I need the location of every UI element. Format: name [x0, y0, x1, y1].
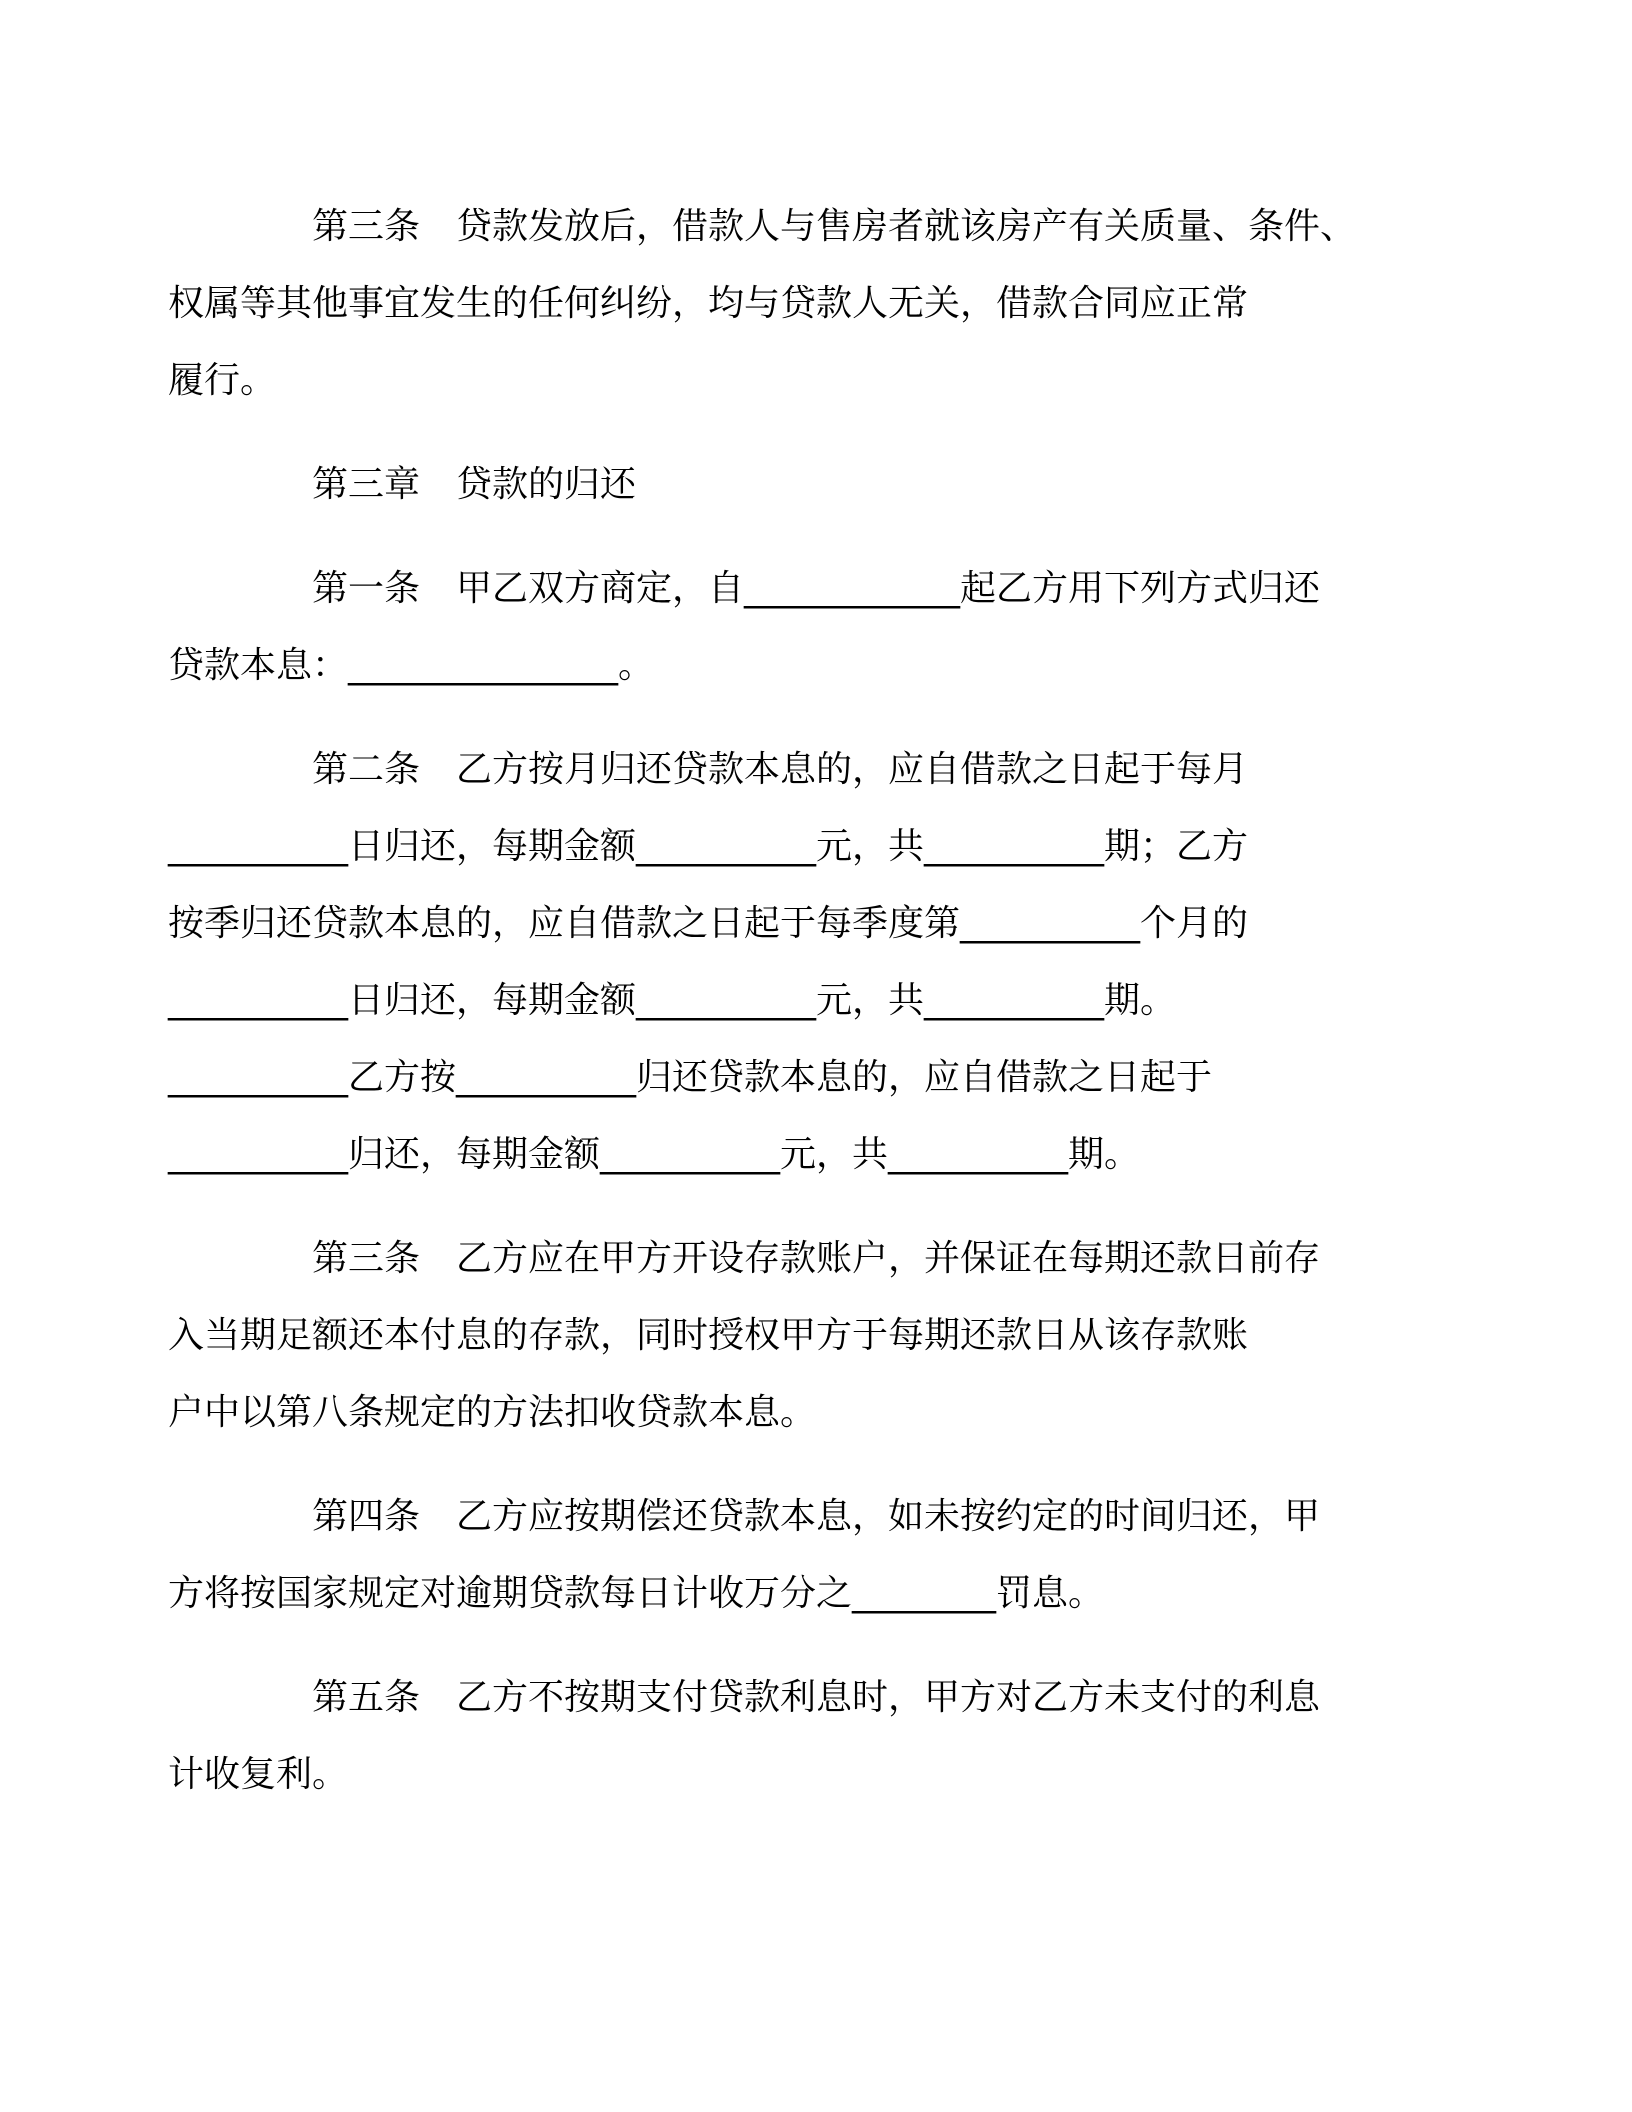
- text-line: 户中以第八条规定的方法扣收贷款本息。: [168, 1392, 817, 1433]
- clause-3-paragraph: [168, 188, 1380, 419]
- article-5-paragraph: [168, 1659, 1380, 1813]
- text-line: 计收复利。: [168, 1754, 349, 1795]
- text-line: 第五条 乙方不按期支付贷款利息时，甲方对乙方未支付的利息: [312, 1677, 1321, 1718]
- text-line: __________归还，每期金额__________元，共__________期。: [168, 1134, 1141, 1175]
- text-line: 入当期足额还本付息的存款，同时授权甲方于每期还款日从该存款账: [168, 1315, 1249, 1356]
- text-line: 第二条 乙方按月归还贷款本息的，应自借款之日起于每月: [312, 749, 1249, 790]
- article-3-paragraph: [168, 1220, 1380, 1451]
- text-line: 第三章 贷款的归还: [312, 464, 637, 505]
- text-line: __________乙方按__________归还贷款本息的，应自借款之日起于: [168, 1057, 1213, 1098]
- chapter-3-heading: [240, 446, 1380, 523]
- text-line: __________日归还，每期金额__________元，共__________期。: [168, 980, 1177, 1021]
- document-page: [168, 188, 1380, 1840]
- text-line: __________日归还，每期金额__________元，共__________期；乙方: [168, 826, 1249, 867]
- text-line: 第一条 甲乙双方商定，自____________起乙方用下列方式归还: [312, 568, 1321, 609]
- article-2-paragraph: [168, 731, 1380, 1193]
- article-4-paragraph: [168, 1478, 1380, 1632]
- text-line: 第三条 贷款发放后，借款人与售房者就该房产有关质量、条件、: [312, 206, 1357, 247]
- text-line: 权属等其他事宜发生的任何纠纷，均与贷款人无关，借款合同应正常: [168, 283, 1249, 324]
- text-line: 按季归还贷款本息的，应自借款之日起于每季度第__________个月的: [168, 903, 1249, 944]
- text-line: 履行。: [168, 360, 277, 401]
- text-line: 第三条 乙方应在甲方开设存款账户，并保证在每期还款日前存: [312, 1238, 1321, 1279]
- text-line: 方将按国家规定对逾期贷款每日计收万分之________罚息。: [168, 1573, 1105, 1614]
- article-1-paragraph: [168, 550, 1380, 704]
- text-line: 贷款本息：_______________。: [168, 645, 655, 686]
- text-line: 第四条 乙方应按期偿还贷款本息，如未按约定的时间归还，甲: [312, 1496, 1321, 1537]
